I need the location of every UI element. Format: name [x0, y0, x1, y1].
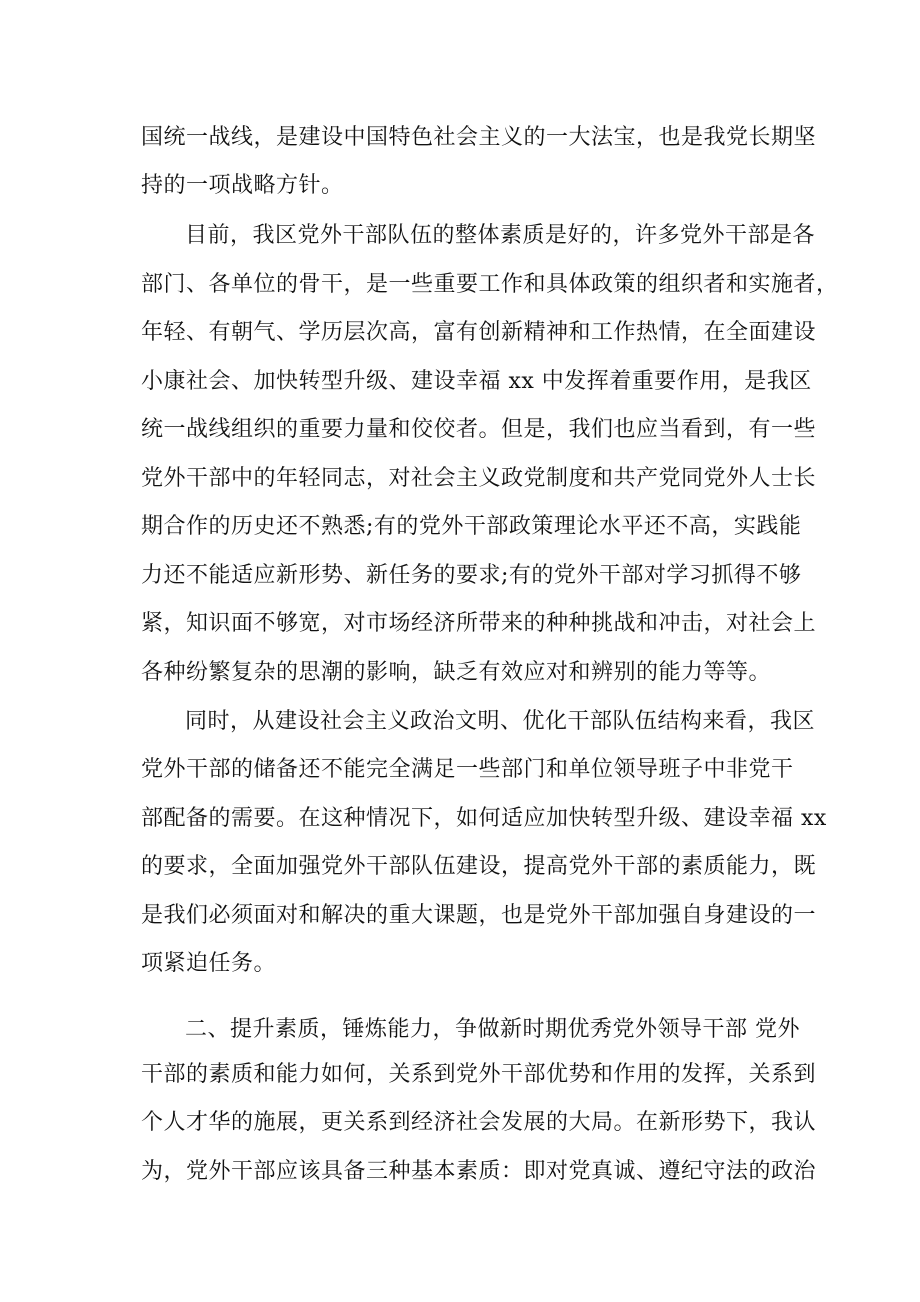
text-line: 年轻、有朝气、学历层次高，富有创新精神和工作热情，在全面建设 — [141, 320, 817, 345]
text-line: 持的一项战略方针。 — [141, 173, 344, 198]
text-line: 同时，从建设社会主义政治文明、优化干部队伍结构来看，我区 — [185, 709, 816, 734]
text-line: 力还不能适应新形势、新任务的要求;有的党外干部对学习抓得不够 — [141, 563, 802, 588]
text-line: 小康社会、加快转型升级、建设幸福 xx 中发挥着重要作用，是我区 — [141, 369, 812, 394]
text-line: 的要求，全面加强党外干部队伍建设，提高党外干部的素质能力，既 — [141, 854, 817, 879]
text-line: 项紧迫任务。 — [141, 951, 277, 976]
text-line: 各种纷繁复杂的思潮的影响，缺乏有效应对和辨别的能力等等。 — [141, 660, 772, 685]
text-line: 期合作的历史还不熟悉;有的党外干部政策理论水平还不高，实践能 — [141, 514, 802, 539]
text-line: 统一战线组织的重要力量和佼佼者。但是，我们也应当看到，有一些 — [141, 417, 817, 442]
text-line: 为，党外干部应该具备三种基本素质：即对党真诚、遵纪守法的政治 — [141, 1159, 817, 1184]
text-line: 目前，我区党外干部队伍的整体素质是好的，许多党外干部是各 — [185, 223, 816, 248]
text-line: 二、提升素质，锤炼能力，争做新时期优秀党外领导干部 党外 — [185, 1017, 800, 1042]
text-line: 党外干部的储备还不能完全满足一些部门和单位领导班子中非党干 — [141, 757, 794, 782]
text-line: 是我们必须面对和解决的重大课题，也是党外干部加强自身建设的一 — [141, 903, 817, 928]
text-line: 部门、各单位的骨干，是一些重要工作和具体政策的组织者和实施者， — [141, 272, 839, 297]
text-line: 党外干部中的年轻同志，对社会主义政党制度和共产党同党外人士长 — [141, 466, 817, 491]
text-line: 部配备的需要。在这种情况下，如何适应加快转型升级、建设幸福 xx — [141, 806, 827, 831]
text-line: 紧，知识面不够宽，对市场经济所带来的种种挑战和冲击，对社会上 — [141, 611, 817, 636]
text-line: 国统一战线，是建设中国特色社会主义的一大法宝，也是我党长期坚 — [141, 125, 817, 150]
text-line: 干部的素质和能力如何，关系到党外干部优势和作用的发挥，关系到 — [141, 1062, 817, 1087]
text-line: 个人才华的施展，更关系到经济社会发展的大局。在新形势下，我认 — [141, 1110, 817, 1135]
